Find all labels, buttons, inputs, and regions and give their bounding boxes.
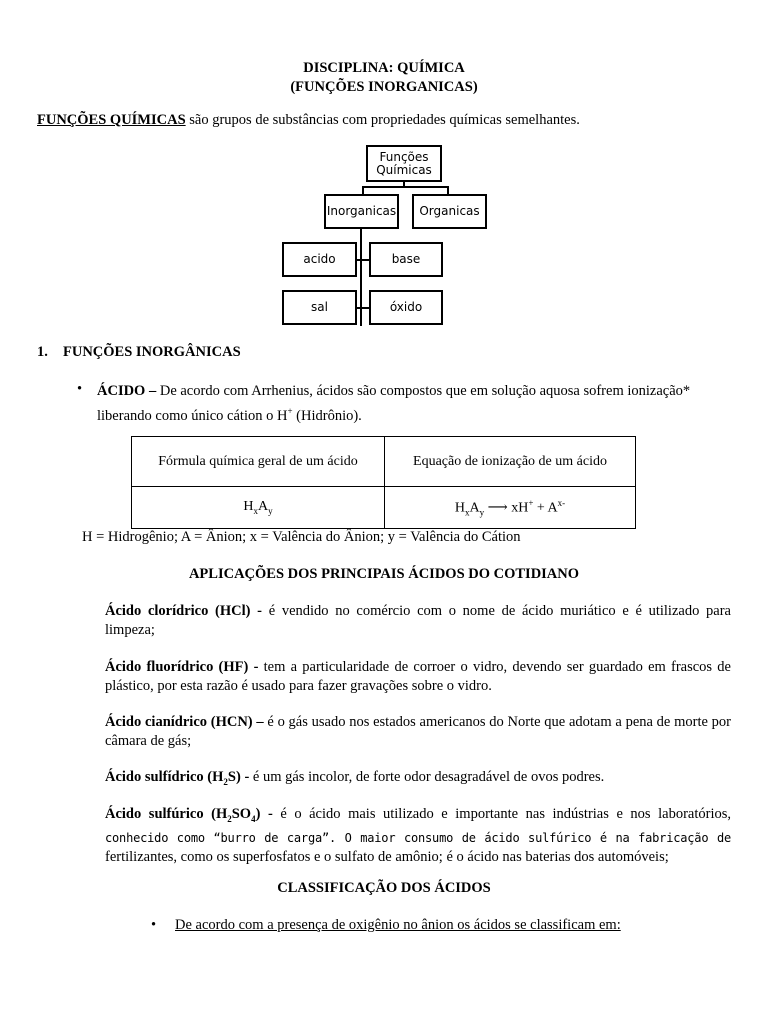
f-a: A [258, 499, 269, 515]
connector [360, 229, 362, 326]
h2so4-paragraph [105, 805, 731, 867]
f-y: y [268, 505, 273, 516]
classificacao-bullet-text: De acordo com a presença de oxigênio no ânion os ácidos se classificam em: [175, 917, 621, 933]
i-charge: x- [557, 497, 566, 508]
hcn-name: Ácido cianídrico (HCN) – [105, 714, 264, 730]
hcl-paragraph [105, 602, 731, 640]
acido-text-2: liberando como único cátion o H [97, 407, 288, 424]
diagram-oxido: óxido [369, 290, 443, 325]
i-y: y [479, 507, 485, 518]
intro-text: são grupos de substâncias com propriedades químicas semelhantes. [185, 112, 580, 128]
acido-text: De acordo com Arrhenius, ácidos são compostos que em solução aquosa sofrem ionização* [156, 383, 691, 399]
diagram-organicas: Organicas [412, 194, 487, 229]
h2so4-name-c: ) - [255, 806, 273, 822]
aplicacoes-title: APLICAÇÕES DOS PRINCIPAIS ÁCIDOS DO COTIDIANO [188, 566, 580, 582]
table-row [132, 437, 636, 487]
hcn-paragraph [105, 713, 731, 751]
acido-paragraph [97, 381, 737, 426]
h2s-sub: 2 [223, 776, 228, 787]
table-row [132, 487, 636, 529]
intro-term: FUNÇÕES QUÍMICAS [37, 112, 186, 128]
table-cell-formula [132, 487, 385, 529]
bullet-icon: • [77, 381, 83, 397]
f-x: x [253, 505, 258, 516]
connector [362, 186, 449, 188]
diagram-base: base [369, 242, 443, 277]
formula-table [131, 436, 636, 529]
doc-title: DISCIPLINA: QUÍMICA [303, 60, 465, 76]
acido-term: ÁCIDO – [97, 383, 157, 399]
diagram-root: Funções Químicas [366, 145, 442, 182]
diagram-acido: acido [282, 242, 357, 277]
table-header-formula: Fórmula química geral de um ácido [132, 437, 385, 487]
i-arrow: ⟶ xH [484, 500, 529, 516]
i-a: A [469, 500, 480, 516]
section-number: 1. [37, 344, 48, 360]
i-plus-sup: + [528, 497, 534, 508]
h2s-name-b: S) - [227, 769, 250, 785]
h2so4-sub1: 2 [227, 813, 232, 824]
i-h: H [454, 500, 465, 516]
h2so4-name-b: SO [231, 806, 252, 822]
hcl-name: Ácido clorídrico (HCl) - [105, 603, 262, 619]
table-header-ionization: Equação de ionização de um ácido [385, 437, 636, 487]
classificacao-title: CLASSIFICAÇÃO DOS ÁCIDOS [277, 880, 491, 896]
acido-sup: + [287, 406, 293, 416]
h2so4-name-a: Ácido sulfúrico (H [105, 806, 228, 822]
h2s-text: é um gás incolor, de forte odor desagradável de ovos podres. [249, 769, 605, 785]
h2so4-text-2: conhecido como “burro de carga”. O maior consumo de ácido sulfúrico é na fabricação de [105, 830, 731, 845]
connector [356, 259, 370, 261]
intro-paragraph [37, 112, 580, 129]
hf-paragraph [105, 658, 731, 696]
hcl-text: é vendido no comércio com o nome de ácido muriático e é utilizado para limpeza; [105, 603, 731, 638]
f-h: H [243, 499, 254, 515]
doc-subtitle: (FUNÇÕES INORGANICAS) [290, 79, 478, 95]
h2so4-text-1: é o ácido mais utilizado e importante nas indústrias e nos laboratórios, [272, 806, 731, 822]
i-plus: + A [533, 500, 558, 516]
connector [356, 307, 370, 309]
diagram-inorganicas: Inorganicas [324, 194, 399, 229]
hf-name: Ácido fluorídrico (HF) - [105, 659, 259, 675]
section-title: FUNÇÕES INORGÂNICAS [63, 344, 241, 360]
h2so4-text-3: fertilizantes, como os superfosfatos e o sulfato de amônio; é o ácido nas baterias dos automóveis; [105, 848, 669, 865]
i-x: x [465, 507, 470, 518]
table-legend: H = Hidrogênio; A = Ânion; x = Valência do Ânion; y = Valência do Cátion [82, 529, 521, 545]
acido-text-3: (Hidrônio). [292, 407, 362, 424]
h2so4-sub2: 4 [251, 813, 256, 824]
hcn-text: é o gás usado nos estados americanos do Norte que adotam a pena de morte por câmara de gás; [105, 714, 732, 749]
h2s-paragraph [105, 768, 731, 792]
diagram-sal: sal [282, 290, 357, 325]
bullet-icon: • [151, 917, 157, 933]
h2s-name-a: Ácido sulfídrico (H [105, 769, 224, 785]
hf-text: tem a particularidade de corroer o vidro, devendo ser guardado em frascos de plástico, por esta razão é usado para fazer gravações sobre o vidro. [105, 659, 731, 694]
table-cell-ionization [385, 487, 636, 529]
